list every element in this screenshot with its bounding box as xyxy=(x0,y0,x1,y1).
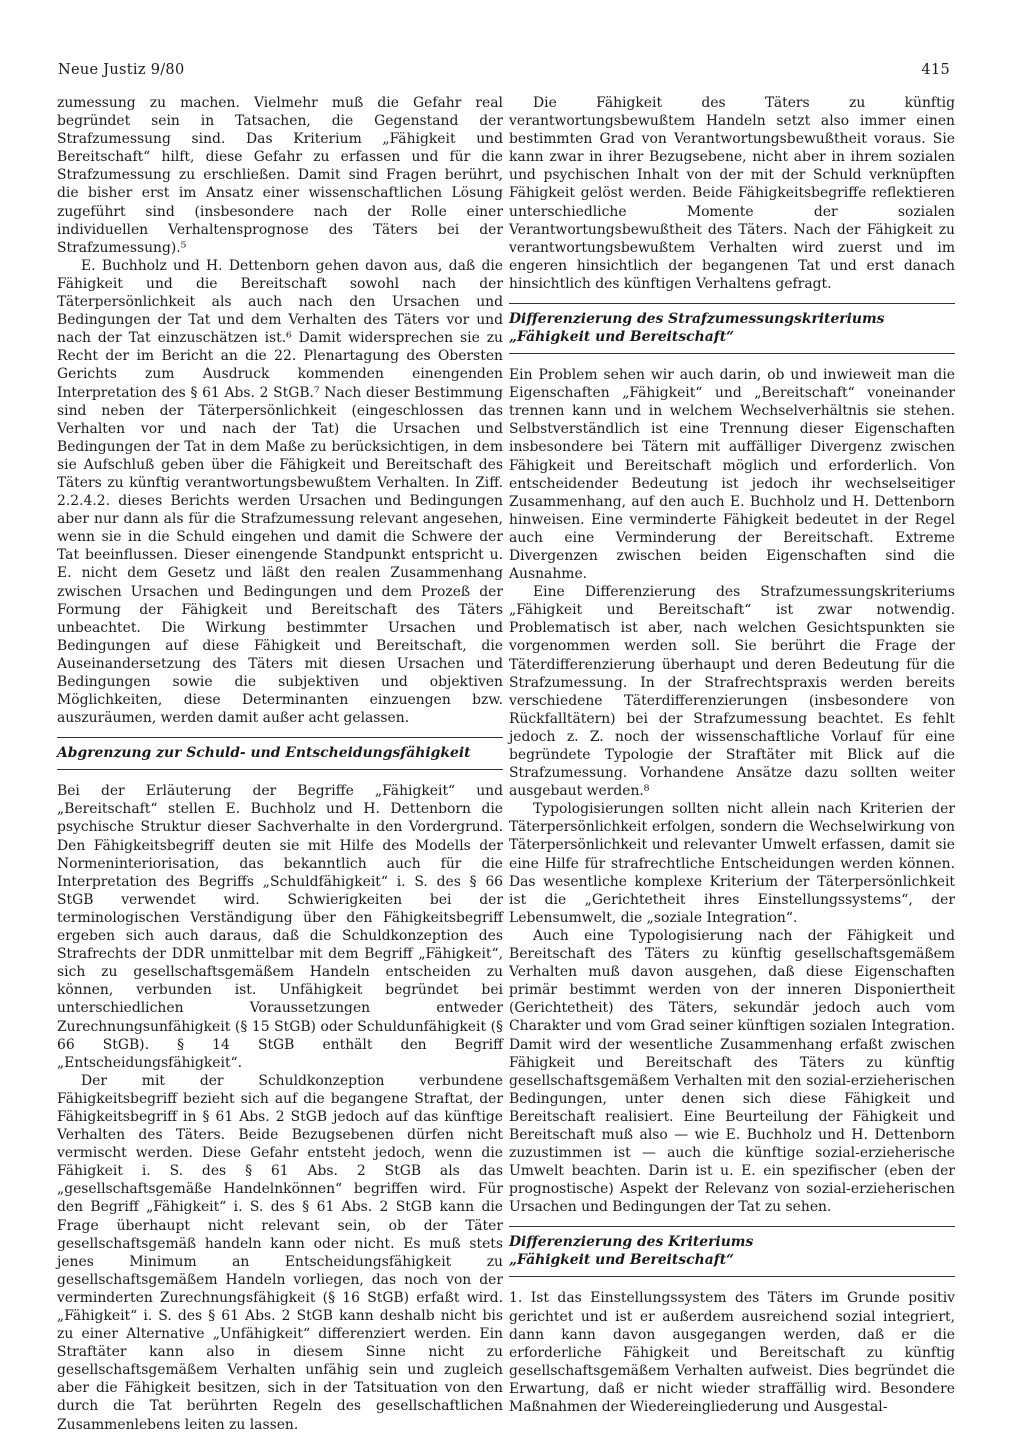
paragraph: 1. Ist das Einstellungssystem des Täters im Grunde positiv gerichtet und ist er außerdem ausreichend sozial integriert, dann kann davon ausgegangen werden, daß er die erforderliche Fähigkeit und Bereitschaft zu künftig gesellschaftsgemäßem Verhalten aufweist. Dies begründet die Erwartung, daß er nicht wieder straffällig wird. Besondere Maßnahmen der Wiedereingliederung und Ausgestal- xyxy=(509,1290,955,1415)
section-heading xyxy=(509,1226,955,1277)
section-heading xyxy=(509,303,955,354)
section-heading-line: Differenzierung des Kriteriums xyxy=(509,1234,754,1251)
paragraph: zumessung zu machen. Vielmehr muß die Gefahr real begründet sein in Tatsachen, die Gegenstand der Strafzumessung sind. Das Kriterium „Fähigkeit und Bereitschaft“ hilft, diese Gefahr zu erfassen und für die Strafzumessung zu erschließen. Damit sind Fragen berührt, die bisher erst im Ansatz einer wissenschaftlichen Lösung zugeführt sind (insbesondere nach der Rolle einer individuellen Verhaltensprognose des Täters bei der Strafzumessung).⁵ xyxy=(57,95,503,256)
section-heading-line: „Fähigkeit und Bereitschaft“ xyxy=(509,1252,735,1269)
paragraph: Typologisierungen sollten nicht allein nach Kriterien der Täterpersönlichkeit erfolgen, sondern die Wechselwirkung von Täterpersönlichkeit und relevanter Umwelt erfassen, damit sie eine Hilfe für strafrechtliche Entscheidungen werden können. Das wesentliche komplexe Kriterium der Täterpersönlichkeit ist die „Gerichtetheit ihres Einstellungssystems“, der Lebensumwelt, die „soziale Integration“. xyxy=(509,801,955,926)
paragraph: E. Buchholz und H. Dettenborn gehen davon aus, daß die Fähigkeit und die Bereitschaft sowohl nach der Täterpersönlichkeit als auch nach den Ursachen und Bedingungen der Tat und dem Verhalten des Täters vor und nach der Tat einzuschätzen ist.⁶ Damit widersprechen sie zu Recht der im Bericht an die 22. Plenartagung des Obersten Gerichts zum Ausdruck kommenden einengenden Interpretation des § 61 Abs. 2 StGB.⁷ Nach dieser Bestimmung sind neben der Täterpersönlichkeit (eingeschlossen das Verhalten vor und nach der Tat) die Ursachen und Bedingungen der Tat in dem Maße zu berücksichtigen, in dem sie Aufschluß geben über die Fähigkeit und Bereitschaft des Täters zu künftig verantwortungsbewußtem Verhalten. In Ziff. 2.2.4.2. dieses Berichts werden Ursachen und Bedingungen aber nur dann als für die Strafzumessung relevant angesehen, wenn sie in die Schuld eingehen und damit die Schwere der Tat beeinflussen. Dieser einengende Standpunkt entspricht u. E. nicht dem Gesetz und läßt den realen Zusammenhang zwischen Ursachen und Bedingungen und dem Prozeß der Formung der Fähigkeit und Bereitschaft des Täters unbeachtet. Die Wirkung bestimmter Ursachen und Bedingungen auf diese Fähigkeit und Bereitschaft, die Auseinandersetzung des Täters mit diesen Ursachen und Bedingungen sowie die subjektiven und objektiven Möglichkeiten, diese Determinanten einzuengen bzw. auszuräumen, werden damit außer acht gelassen. xyxy=(57,257,503,727)
journal-title: Neue Justiz 9/80 xyxy=(58,62,185,78)
paragraph: Ein Problem sehen wir auch darin, ob und inwieweit man die Eigenschaften „Fähigkeit“ und „Bereitschaft“ voneinander trennen kann und in welchem Wechselverhältnis sie stehen. Selbstverständlich ist eine Trennung dieser Eigenschaften insbesondere bei Tätern mit auffälliger Divergenz zwischen Fähigkeit und Bereitschaft möglich und erforderlich. Von entscheidender Bedeutung ist jedoch ihr wechselseitiger Zusammenhang, auf den auch E. Buchholz und H. Dettenborn hinweisen. Eine verminderte Fähigkeit bedeutet in der Regel auch eine Verminderung der Bereitschaft. Extreme Divergenzen zwischen beiden Eigenschaften sind die Ausnahme. xyxy=(509,367,955,583)
left-column xyxy=(57,94,503,1434)
paragraph: Bei der Erläuterung der Begriffe „Fähigkeit“ und „Bereitschaft“ stellen E. Buchholz und H. Dettenborn die psychische Struktur dieser Sachverhalte in den Vordergrund. Den Fähigkeitsbegriff deuten sie mit Hilfe des Modells der Normeninteriorisation, das bekanntlich auch für die Interpretation des Begriffs „Schuldfähigkeit“ i. S. des § 66 StGB verwendet wird. Schwierigkeiten bei der terminologischen Verständigung über den Fähigkeitsbegriff ergeben sich auch daraus, daß die Schuldkonzeption des Strafrechts der DDR unmittelbar mit dem Begriff „Fähigkeit“, sich zu gesellschaftsgemäßem Handeln entscheiden zu können, verbunden ist. Unfähigkeit begründet bei unterschiedlichen Voraussetzungen entweder Zurechnungsunfähigkeit (§ 15 StGB) oder Schuldunfähigkeit (§ 66 StGB). § 14 StGB enthält den Begriff „Entscheidungsfähigkeit“. xyxy=(57,783,503,1071)
section-heading-line: „Fähigkeit und Bereitschaft“ xyxy=(509,329,735,346)
section-heading-line: Differenzierung des Strafzumessungskriteriums xyxy=(509,311,885,328)
paragraph: Eine Differenzierung des Strafzumessungskriteriums „Fähigkeit und Bereitschaft“ ist zwar notwendig. Problematisch ist aber, nach welchen Gesichtspunkten sie vorgenommen werden soll. Sie berührt die Frage der Täterdifferenzierung überhaupt und deren Bedeutung für die Strafzumessung. In der Strafrechtspraxis werden bereits verschiedene Täterdifferenzierungen (insbesondere von Rückfalltätern) bei der Strafzumessung beachtet. Es fehlt jedoch z. Z. noch der wissenschaftliche Vorlauf für eine begründete Typologie der Straftäter mit Blick auf die Strafzumessung. Vorhandene Ansätze dazu sollten weiter ausgebaut werden.⁸ xyxy=(509,584,955,800)
page-number: 415 xyxy=(921,62,950,78)
paragraph: Auch eine Typologisierung nach der Fähigkeit und Bereitschaft des Täters zu künftig gesellschaftsgemäßem Verhalten muß davon ausgehen, daß diese Eigenschaften primär bestimmt werden von der inneren Disponiertheit (Gerichtetheit) des Täters, sekundär jedoch auch vom Charakter und vom Grad seiner künftigen sozialen Integration. Damit wird der wesentliche Zusammenhang erfaßt zwischen Fähigkeit und Bereitschaft des Täters zu künftig gesellschaftsgemäßem Verhalten mit den sozial-erzieherischen Bedingungen, unter denen sich diese Fähigkeit und Bereitschaft realisiert. Eine Beurteilung der Fähigkeit und Bereitschaft muß also — wie E. Buchholz und H. Dettenborn zuzustimmen ist — auch die künftige sozial-erzieherische Umwelt beachten. Darin ist u. E. ein spezifischer (eben der prognostische) Aspekt der Relevanz von sozial-erzieherischen Ursachen und Bedingungen der Tat zu sehen. xyxy=(509,927,955,1216)
section-heading-text: Abgrenzung zur Schuld- und Entscheidungsfähigkeit xyxy=(57,745,471,762)
right-column xyxy=(509,94,955,1416)
section-heading xyxy=(57,737,503,770)
paragraph: Der mit der Schuldkonzeption verbundene Fähigkeitsbegriff bezieht sich auf die begangene Straftat, der Fähigkeitsbegriff in § 61 Abs. 2 StGB jedoch auf das künftige Verhalten des Täters. Beide Bezugsebenen dürfen nicht vermischt werden. Diese Gefahr entsteht jedoch, wenn die Fähigkeit i. S. des § 61 Abs. 2 StGB als das „gesellschaftsgemäße Handelnkönnen“ begriffen wird. Für den Begriff „Fähigkeit“ i. S. des § 61 Abs. 2 StGB kann die Frage überhaupt nicht relevant sein, ob der Täter gesellschaftsgemäß handeln kann oder nicht. Es muß stets jenes Minimum an Entscheidungsfähigkeit zu gesellschaftsgemäßem Handeln vorliegen, das noch von der verminderten Zurechnungsfähigkeit (§ 16 StGB) erfaßt wird. „Fähigkeit“ i. S. des § 61 Abs. 2 StGB kann deshalb nicht bis zu einer Alternative „Unfähigkeit“ differenziert werden. Ein Straftäter kann also in diesem Sinne nicht zu gesellschaftsgemäßem Verhalten unfähig sein und zugleich aber die Fähigkeit besitzen, sich in der Tatsituation von den durch die Tat berührten Regeln des gesellschaftlichen Zusammenlebens leiten zu lassen. xyxy=(57,1072,503,1433)
paragraph: Die Fähigkeit des Täters zu künftig verantwortungsbewußtem Handeln setzt also immer einen bestimmten Grad von Verantwortungsbewußtheit voraus. Sie kann zwar in ihrer Bezugsebene, nicht aber in ihrem sozialen und psychischen Inhalt von der mit der Schuld verknüpften Fähigkeit gelöst werden. Beide Fähigkeitsbegriffe reflektieren unterschiedliche Momente der sozialen Verantwortungsbewußtheit des Täters. Nach der Fähigkeit zu verantwortungsbewußtem Verhalten wird zuerst und im engeren hinsichtlich der begangenen Tat und erst danach hinsichtlich des künftigen Verhaltens gefragt. xyxy=(509,95,955,292)
